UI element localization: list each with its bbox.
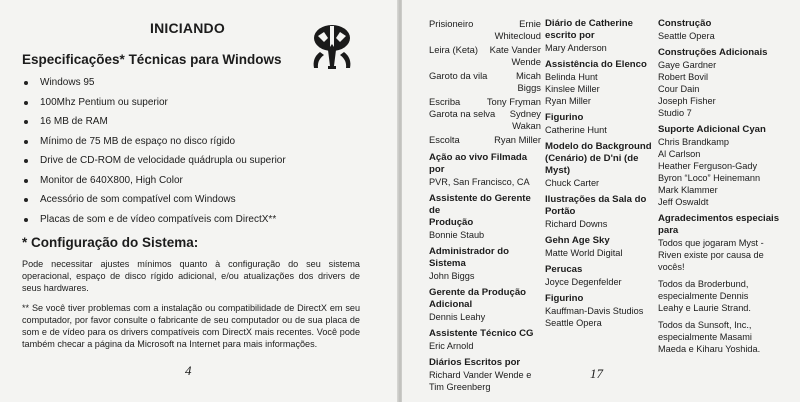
credit-section: [545, 235, 667, 259]
credit-name: Kauffman-Davis Studios: [545, 306, 644, 316]
credit-heading: Construções Adicionais: [658, 47, 768, 58]
credit-heading: Assistência do Elenco: [545, 59, 647, 70]
credits-column-2: [545, 18, 667, 334]
credit-section: [545, 194, 667, 230]
credit-name: Mark Klammer: [658, 185, 718, 195]
credit-section: [429, 287, 541, 323]
credit-name: PVR, San Francisco, CA: [429, 177, 530, 187]
cast-name: Micah Biggs: [515, 70, 541, 93]
credit-heading: Produção: [429, 217, 474, 228]
credit-name: Dennis Leahy: [429, 312, 486, 322]
cast-role: Garota na selva: [429, 108, 496, 119]
credit-name: vocês!: [658, 262, 685, 272]
credit-heading: Portão: [545, 206, 576, 217]
config-paragraph: Pode necessitar ajustes mínimos quanto à configuração do seu sistema operacional, espaço de disco rígido adicional, e/ou atualizações dos drivers de seus hardwares.: [22, 259, 360, 293]
credit-name: Tim Greenberg: [429, 382, 491, 392]
credits-column-3: [658, 18, 790, 360]
credit-heading: (Cenário) de D'ni (de: [545, 153, 639, 164]
credit-heading: Diário de Catherine: [545, 18, 633, 29]
cast-name: Kate Vander Wende: [489, 44, 541, 67]
credit-section: [545, 59, 667, 107]
credit-heading: Sistema: [429, 258, 466, 269]
cast-role: Escolta: [429, 134, 460, 145]
credit-name: Joseph Fisher: [658, 96, 716, 106]
cast-role: Leira (Keta): [429, 44, 478, 55]
credit-heading: Construção: [658, 18, 712, 29]
cast-row: [429, 134, 541, 146]
credit-name: Seattle Opera: [658, 31, 715, 41]
credit-name: especialmente Dennis: [658, 291, 749, 301]
credit-name: Al Carlson: [658, 149, 701, 159]
credit-section: [658, 47, 790, 119]
credit-heading: Assistente do Gerente de: [429, 193, 531, 216]
credit-name: John Biggs: [429, 271, 475, 281]
spec-item: 16 MB de RAM: [22, 112, 362, 132]
credit-name: Ryan Miller: [545, 96, 591, 106]
credits-sections: [545, 18, 667, 329]
credit-name: Seattle Opera: [545, 318, 602, 328]
credit-section: [545, 264, 667, 288]
credit-section: [545, 293, 667, 329]
cast-role: Prisioneiro: [429, 18, 474, 29]
cast-name: Sydney Wakan: [509, 108, 541, 131]
credit-heading: para: [658, 225, 679, 236]
credit-section: [658, 124, 790, 208]
credit-section: [658, 18, 790, 42]
credit-heading: escrito por: [545, 30, 595, 41]
cast-name: Ernie Whitecloud: [494, 18, 541, 41]
credit-name: Belinda Hunt: [545, 72, 598, 82]
credit-section: [545, 112, 667, 136]
page-number-left: 4: [185, 363, 192, 378]
credit-name: Matte World Digital: [545, 248, 623, 258]
credit-name: Riven existe por causa de: [658, 250, 764, 260]
credit-heading: Ilustrações da Sala do: [545, 194, 647, 205]
credit-heading: Modelo do Background: [545, 141, 652, 152]
credit-section: [658, 319, 790, 355]
credits-column-1: [429, 18, 541, 398]
credits-sections: [658, 18, 790, 355]
credit-name: Robert Bovil: [658, 72, 709, 82]
credit-heading: Ação ao vivo Filmada por: [429, 152, 528, 175]
credit-name: Studio 7: [658, 108, 692, 118]
credit-heading: Suporte Adicional Cyan: [658, 124, 766, 135]
credit-name: Cour Dain: [658, 84, 700, 94]
spec-item: Mínimo de 75 MB de espaço no disco rígido: [22, 132, 362, 152]
page-number-right: 17: [590, 366, 603, 381]
credit-section: [658, 213, 790, 273]
credit-section: [429, 246, 541, 282]
directx-note-paragraph: ** Se você tiver problemas com a instalação ou compatibilidade de DirectX em seu computador, por favor consulte o fabricante de seu computador ou de sua placa de som e de vídeo para os drivers compatíveis com DirectX mais recentes. Você pode também checar a página da Microsoft na Internet para mais informações.: [22, 303, 360, 349]
spec-item: Placas de som e de vídeo compatíveis com DirectX**: [22, 210, 362, 230]
credit-name: Richard Downs: [545, 219, 608, 229]
credit-name: Kinslee Miller: [545, 84, 600, 94]
credit-name: Jeff Oswaldt: [658, 197, 709, 207]
page-title: INICIANDO: [150, 20, 225, 36]
credits-sections: [429, 152, 541, 393]
credit-heading: Myst): [545, 165, 571, 176]
credit-section: [429, 328, 541, 352]
credit-name: Richard Vander Wende e: [429, 370, 532, 380]
credit-name: Todos da Sunsoft, Inc.,: [658, 320, 752, 330]
specs-heading: Especificações* Técnicas para Windows: [22, 52, 282, 67]
credit-heading: Adicional: [429, 299, 473, 310]
credit-name: Byron “Loco” Heinemann: [658, 173, 761, 183]
right-page: [402, 0, 800, 402]
credit-name: Heather Ferguson-Gady: [658, 161, 758, 171]
credit-name: Joyce Degenfelder: [545, 277, 622, 287]
cast-name: Ryan Miller: [494, 134, 541, 145]
cast-role: Garoto da vila: [429, 70, 488, 81]
credit-name: Catherine Hunt: [545, 125, 607, 135]
cast-row: [429, 44, 541, 68]
spec-item: Acessório de som compatível com Windows: [22, 190, 362, 210]
spec-item: Drive de CD-ROM de velocidade quádrupla ou superior: [22, 151, 362, 171]
cast-row: [429, 70, 541, 94]
left-page: [0, 0, 398, 402]
credit-section: [545, 18, 667, 54]
credit-name: Todos que jogaram Myst -: [658, 238, 764, 248]
credit-section: [545, 141, 667, 189]
credit-heading: Gerente da Produção: [429, 287, 527, 298]
cast-name: Tony Fryman: [486, 96, 541, 107]
config-heading: * Configuração do Sistema:: [22, 235, 199, 250]
spec-item: Windows 95: [22, 73, 362, 93]
credit-name: Mary Anderson: [545, 43, 607, 53]
credit-heading: Administrador do: [429, 246, 509, 257]
credit-name: Bonnie Staub: [429, 230, 485, 240]
credit-name: Chris Brandkamp: [658, 137, 729, 147]
credit-heading: Figurino: [545, 293, 584, 304]
cast-role: Escriba: [429, 96, 461, 107]
cast-list: [429, 18, 541, 146]
credit-heading: Gehn Age Sky: [545, 235, 610, 246]
credit-heading: Diários Escritos por: [429, 357, 521, 368]
credit-name: Chuck Carter: [545, 178, 600, 188]
credit-name: Maeda e Kiharu Yoshida.: [658, 344, 761, 354]
credit-heading: Perucas: [545, 264, 583, 275]
cast-row: [429, 18, 541, 42]
credit-section: [429, 152, 541, 188]
credit-section: [429, 357, 541, 393]
credit-name: Leahy e Laurie Strand.: [658, 303, 751, 313]
credit-section: [658, 278, 790, 314]
spec-item: Monitor de 640X800, High Color: [22, 171, 362, 191]
credit-name: especialmente Masami: [658, 332, 752, 342]
credit-heading: Figurino: [545, 112, 584, 123]
cast-row: [429, 96, 541, 108]
specs-list: [22, 73, 362, 229]
credit-section: [429, 193, 541, 241]
credit-name: Eric Arnold: [429, 341, 474, 351]
credit-name: Todos da Broderbund,: [658, 279, 749, 289]
spec-item: 100Mhz Pentium ou superior: [22, 93, 362, 113]
credit-heading: Assistente Técnico CG: [429, 328, 534, 339]
credit-name: Gaye Gardner: [658, 60, 717, 70]
cast-row: [429, 108, 541, 132]
credit-heading: Agradecimentos especiais: [658, 213, 780, 224]
cyan-logo-icon: [306, 22, 358, 74]
